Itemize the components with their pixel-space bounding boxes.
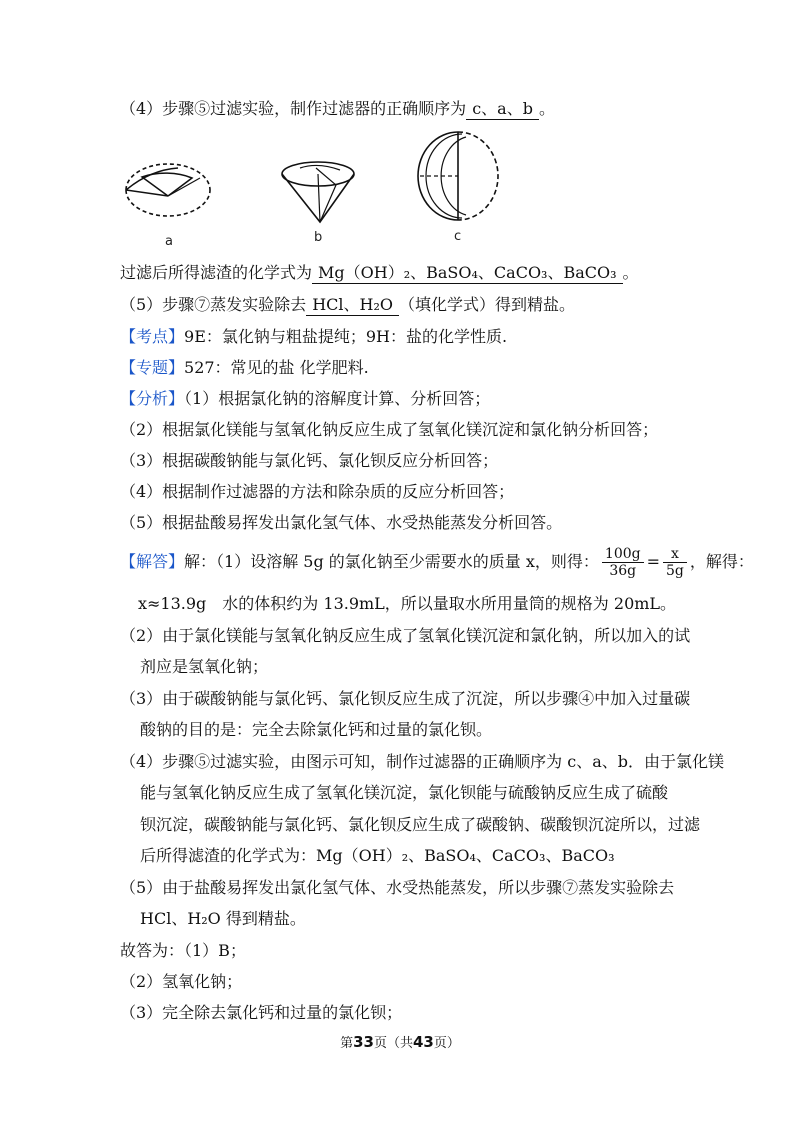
page-footer: 第33页（共43页）	[340, 1033, 460, 1051]
solution-5-a: （5）由于盐酸易挥发出氯化氢气体、水受热能蒸发，所以步骤⑦蒸发实验除去	[120, 878, 675, 897]
total-page-number: 43	[413, 1033, 434, 1051]
figure-label-b: b	[314, 230, 323, 245]
filter-paper-figure	[0, 0, 800, 260]
answer-line-residue: 过滤后所得滤渣的化学式为 Mg（OH）₂、BaSO₄、CaCO₃、BaCO₃ 。	[120, 263, 639, 282]
final-answer-3: （3）完全除去氯化钙和过量的氯化钡；	[120, 1003, 403, 1022]
current-page-number: 33	[353, 1033, 374, 1051]
solution-5-b: HCl、H₂O 得到精盐。	[140, 909, 306, 928]
solution-4-b: 能与氢氧化钠反应生成了氢氧化镁沉淀，氯化钡能与硫酸钠反应生成了硫酸	[140, 783, 669, 802]
answer-line-5: （5）步骤⑦蒸发实验除去 HCl、H₂O （填化学式）得到精盐。	[120, 295, 576, 314]
fraction-water: $\frac{x}{5g}$	[663, 546, 687, 579]
answer-blank-residue: Mg（OH）₂、BaSO₄、CaCO₃、BaCO₃	[312, 263, 623, 284]
fraction-solubility: $\frac{100g}{36g}$	[602, 546, 644, 579]
answer-blank-removed: HCl、H₂O	[306, 295, 399, 316]
figure-label-c: c	[454, 229, 462, 244]
solution-1-result: x≈13.9g 水的体积约为 13.9mL，所以量取水所用量筒的规格为 20mL。	[138, 594, 677, 613]
solution-3-a: （3）由于碳酸钠能与氯化钙、氯化钡反应生成了沉淀，所以步骤④中加入过量碳	[120, 689, 691, 708]
solution-4-a: （4）步骤⑤过滤实验，由图示可知，制作过滤器的正确顺序为 c、a、b．由于氯化镁	[120, 752, 725, 771]
kaodian-line: 【考点】9E：氯化钠与粗盐提纯；9H：盐的化学性质.	[120, 327, 508, 346]
analysis-4: （4）根据制作过滤器的方法和除杂质的反应分析回答；	[120, 482, 515, 501]
analysis-3: （3）根据碳酸钠能与氯化钙、氯化钡反应分析回答；	[120, 451, 499, 470]
analysis-2: （2）根据氯化镁能与氢氧化钠反应生成了氢氧化镁沉淀和氯化钠分析回答；	[120, 420, 659, 439]
solution-4-d: 后所得滤渣的化学式为：Mg（OH）₂、BaSO₄、CaCO₃、BaCO₃	[140, 846, 615, 865]
figure-label-a: a	[165, 234, 173, 249]
analysis-5: （5）根据盐酸易挥发出氯化氢气体、水受热能蒸发分析回答。	[120, 513, 563, 532]
kaodian-tag: 【考点】	[120, 327, 185, 346]
jieda-line: 【解答】解：（1）设溶解 5g 的氯化钠至少需要水的质量 x，则得： $\frac{100g}{36g}$ = $\frac{x}{5g}$ ，解得：	[120, 546, 754, 579]
figure-b	[282, 162, 354, 245]
answer-line-4: （4）步骤⑤过滤实验，制作过滤器的正确顺序为 c、a、b 。	[120, 99, 555, 118]
figure-a	[126, 164, 210, 249]
solution-2-a: （2）由于氯化镁能与氢氧化钠反应生成了氢氧化镁沉淀和氯化钠，所以加入的试	[120, 626, 691, 645]
solution-4-c: 钡沉淀，碳酸钠能与氯化钙、氯化钡反应生成了碳酸钠、碳酸钡沉淀所以，过滤	[140, 815, 701, 834]
zhuanti-line: 【专题】527：常见的盐 化学肥料.	[120, 358, 369, 377]
fenxi-tag: 【分析】	[120, 389, 185, 408]
jieda-tag: 【解答】	[120, 552, 185, 571]
fenxi-line: 【分析】（1）根据氯化钠的溶解度计算、分析回答；	[120, 389, 491, 408]
final-answer-2: （2）氢氧化钠；	[120, 972, 243, 991]
final-answer-1: 故答为：（1）B；	[120, 941, 246, 960]
answer-blank-order: c、a、b	[466, 99, 539, 120]
solution-3-b: 酸钠的目的是：完全去除氯化钙和过量的氯化钡。	[140, 720, 493, 739]
zhuanti-tag: 【专题】	[120, 358, 185, 377]
figure-c	[418, 132, 498, 244]
solution-2-b: 剂应是氢氧化钠；	[140, 657, 269, 676]
